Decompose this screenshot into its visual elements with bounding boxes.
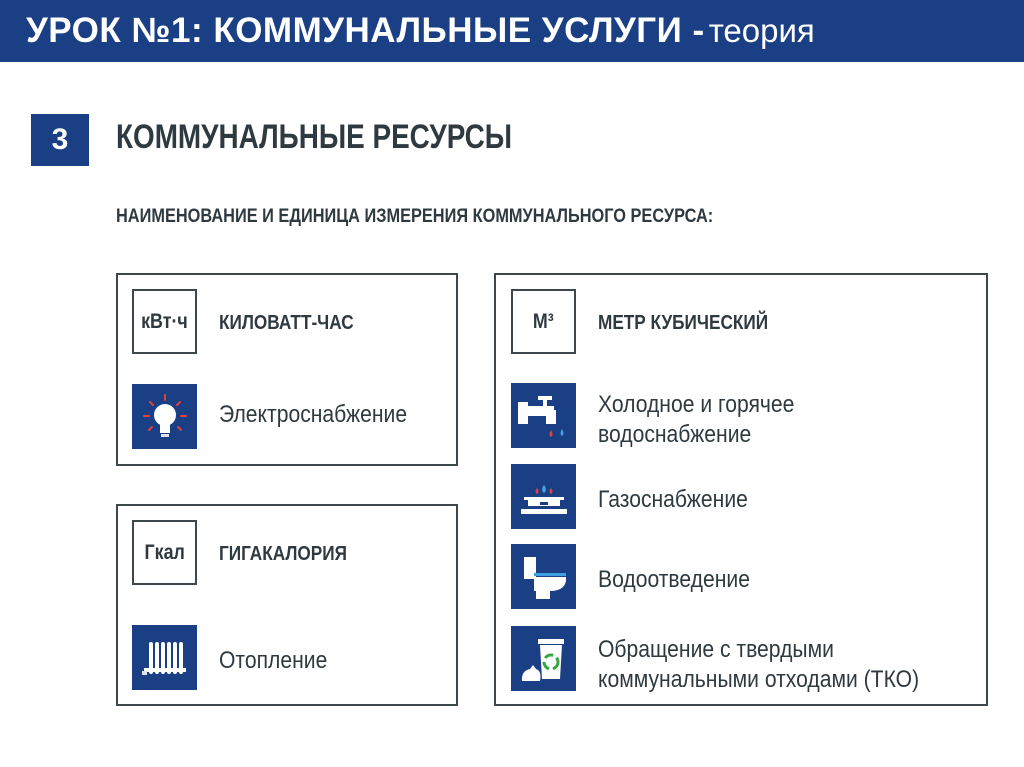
recycle-bin-icon [511, 626, 576, 691]
unit-symbol-m3: М³ [511, 289, 576, 354]
service-gas-supply: Газоснабжение [598, 486, 748, 513]
lesson-header [0, 0, 1024, 62]
unit-name-kwh: КИЛОВАТТ-ЧАС [219, 312, 354, 334]
section-subtitle: НАИМЕНОВАНИЕ И ЕДИНИЦА ИЗМЕРЕНИЯ КОММУНАЛЬНОГО РЕСУРСА: [116, 206, 714, 227]
unit-name-m3: МЕТР КУБИЧЕСКИЙ [598, 312, 769, 334]
unit-symbol-kwh: кВт·ч [132, 289, 197, 354]
toilet-icon [511, 544, 576, 609]
service-waste-management: Обращение с твердыми коммунальными отходами (ТКО) [598, 636, 920, 693]
radiator-icon [132, 625, 197, 690]
unit-card-m3 [494, 273, 988, 706]
water-tap-icon [511, 383, 576, 448]
section-title: КОММУНАЛЬНЫЕ РЕСУРСЫ [116, 118, 513, 156]
service-electricity: Электроснабжение [219, 401, 408, 428]
service-water-supply: Холодное и горячее водоснабжение [598, 391, 795, 448]
unit-card-kwh [116, 273, 458, 466]
light-bulb-icon [132, 384, 197, 449]
service-heating: Отопление [219, 647, 328, 674]
lesson-title: УРОК №1: КОММУНАЛЬНЫЕ УСЛУГИ - [26, 11, 705, 50]
unit-card-gcal [116, 504, 458, 706]
unit-symbol-gcal: Гкал [132, 520, 197, 585]
lesson-subtitle: теория [708, 12, 815, 49]
gas-stove-icon [511, 464, 576, 529]
section-number-badge: 3 [31, 114, 89, 166]
unit-name-gcal: ГИГАКАЛОРИЯ [219, 543, 347, 565]
service-sewage: Водоотведение [598, 566, 750, 593]
